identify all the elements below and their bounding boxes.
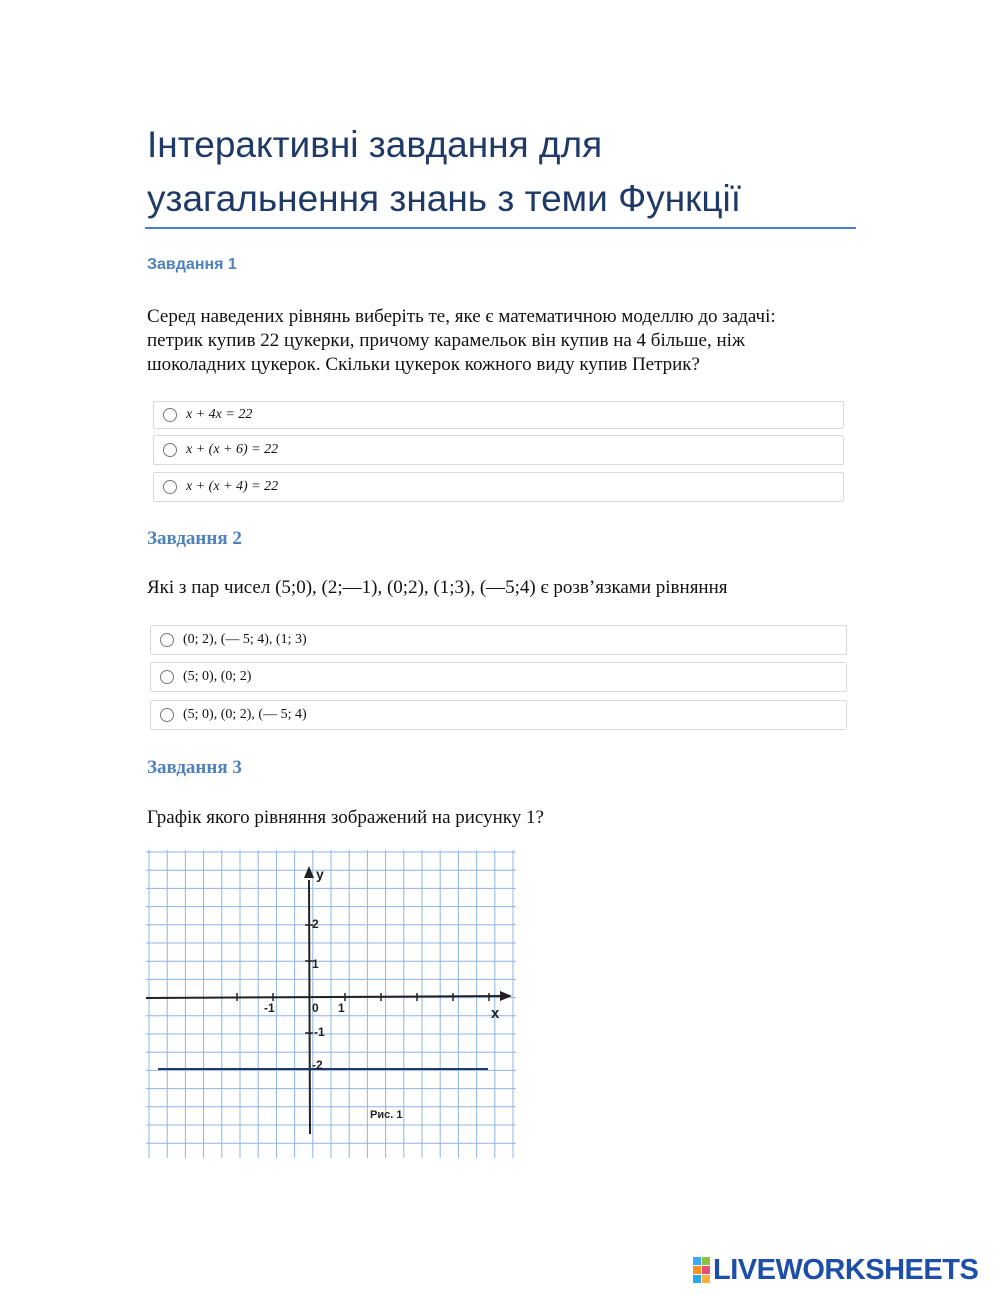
option-label: x + (x + 4) = 22 <box>186 479 279 494</box>
task-3-text: Графік якого рівняння зображений на рисунку 1? <box>147 807 544 828</box>
x-axis-arrow <box>500 991 512 1001</box>
task-1-heading: Завдання 1 <box>147 256 237 273</box>
y-axis-label: у <box>316 866 324 882</box>
tick-label-y-2: 2 <box>312 917 319 931</box>
task-2-option-3[interactable] <box>150 700 847 730</box>
task-1-text: Серед наведених рівнянь виберіть те, яке є математичною моделлю до задачі: петрик купив 22 цукерки, причому карамельок він купив на 4 більше, ніж шоколадних цукерок. Скільки цукерок кожного виду купив Петрик? <box>147 306 776 375</box>
logo-icon <box>693 1257 710 1283</box>
task-2-option-2[interactable] <box>150 662 847 692</box>
figure-caption: Рис. 1 <box>370 1109 403 1121</box>
tick-label-x-1: 1 <box>338 1001 345 1015</box>
title-line-1: Інтерактивні завдання для <box>147 124 603 165</box>
option-label: x + 4x = 22 <box>186 407 253 422</box>
y-axis <box>309 880 310 1134</box>
option-label: (5; 0), (0; 2) <box>183 669 252 684</box>
coordinate-plane-figure <box>146 850 516 1158</box>
radio-button[interactable] <box>163 480 177 494</box>
task-1-option-1[interactable] <box>153 401 844 429</box>
task-2-text: Які з пар чисел (5;0), (2;—1), (0;2), (1;3), (—5;4) є розв’язками рівняння <box>147 577 728 598</box>
radio-button[interactable] <box>163 443 177 457</box>
grid-lines <box>146 850 516 1158</box>
task-3-heading: Завдання 3 <box>147 757 242 778</box>
liveworksheets-logo <box>693 1255 978 1285</box>
tick-label-x-neg-1: -1 <box>264 1001 275 1015</box>
title-underline <box>145 227 856 229</box>
option-label: (5; 0), (0; 2), (— 5; 4) <box>183 707 307 722</box>
radio-button[interactable] <box>160 670 174 684</box>
task-1-option-2[interactable] <box>153 435 844 465</box>
tick-label-y-neg-2: -2 <box>312 1058 323 1072</box>
radio-button[interactable] <box>160 708 174 722</box>
task-1-option-3[interactable] <box>153 472 844 502</box>
title-line-2: узагальнення знань з теми Функції <box>147 178 742 219</box>
task-2-option-1[interactable] <box>150 625 847 655</box>
tick-label-y-1: 1 <box>312 957 319 971</box>
page-title <box>147 118 867 226</box>
x-axis-label: х <box>491 1005 500 1022</box>
radio-button[interactable] <box>163 408 177 422</box>
logo-text: LIVEWORKSHEETS <box>713 1253 979 1286</box>
task-2-heading: Завдання 2 <box>147 528 242 549</box>
option-label: x + (x + 6) = 22 <box>186 442 279 457</box>
tick-label-origin: 0 <box>312 1001 319 1015</box>
option-label: (0; 2), (— 5; 4), (1; 3) <box>183 632 307 647</box>
radio-button[interactable] <box>160 633 174 647</box>
tick-label-y-neg-1: -1 <box>314 1025 325 1039</box>
